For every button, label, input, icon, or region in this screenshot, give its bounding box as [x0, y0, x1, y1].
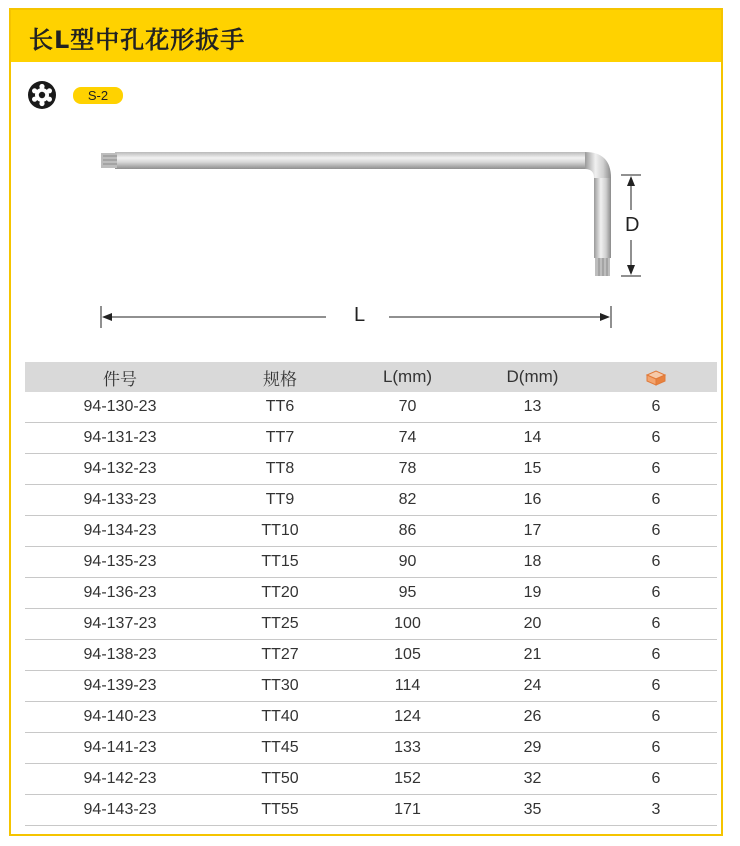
- table-row: [25, 392, 717, 423]
- cell-package-qty: 6: [595, 702, 717, 733]
- cell-length: 78: [345, 454, 470, 485]
- cell-length: 86: [345, 516, 470, 547]
- cell-part-no: 94-133-23: [25, 485, 215, 516]
- cell-part-no: 94-142-23: [25, 764, 215, 795]
- cell-package-qty: 3: [595, 795, 717, 826]
- cell-length: 124: [345, 702, 470, 733]
- cell-part-no: 94-134-23: [25, 516, 215, 547]
- cell-spec: TT55: [215, 795, 345, 826]
- table-row: [25, 733, 717, 764]
- cell-depth: 26: [470, 702, 595, 733]
- page-title: 长L型中孔花形扳手: [29, 26, 246, 54]
- cell-package-qty: 6: [595, 578, 717, 609]
- table-header-row: [25, 362, 717, 392]
- title-bar: [11, 10, 721, 62]
- cell-part-no: 94-141-23: [25, 733, 215, 764]
- col-header-depth: D(mm): [470, 362, 595, 392]
- table-row: [25, 516, 717, 547]
- cell-spec: TT15: [215, 547, 345, 578]
- table-row: [25, 578, 717, 609]
- cell-package-qty: 6: [595, 640, 717, 671]
- table-body: [25, 392, 717, 826]
- table-row: [25, 547, 717, 578]
- col-header-length: L(mm): [345, 362, 470, 392]
- table-row: [25, 671, 717, 702]
- cell-length: 114: [345, 671, 470, 702]
- cell-spec: TT25: [215, 609, 345, 640]
- cell-spec: TT9: [215, 485, 345, 516]
- cell-part-no: 94-135-23: [25, 547, 215, 578]
- cell-depth: 16: [470, 485, 595, 516]
- cell-spec: TT40: [215, 702, 345, 733]
- table-row: [25, 640, 717, 671]
- cell-length: 70: [345, 392, 470, 423]
- material-badge: S-2: [73, 87, 123, 104]
- cell-depth: 13: [470, 392, 595, 423]
- col-header-package: [595, 362, 717, 392]
- table-row: [25, 485, 717, 516]
- cell-spec: TT20: [215, 578, 345, 609]
- cell-part-no: 94-137-23: [25, 609, 215, 640]
- cell-spec: TT30: [215, 671, 345, 702]
- cell-part-no: 94-139-23: [25, 671, 215, 702]
- cell-length: 171: [345, 795, 470, 826]
- cell-part-no: 94-140-23: [25, 702, 215, 733]
- cell-length: 152: [345, 764, 470, 795]
- cell-length: 105: [345, 640, 470, 671]
- table-row: [25, 764, 717, 795]
- cell-length: 90: [345, 547, 470, 578]
- cell-spec: TT7: [215, 423, 345, 454]
- cell-package-qty: 6: [595, 609, 717, 640]
- cell-length: 74: [345, 423, 470, 454]
- cell-spec: TT10: [215, 516, 345, 547]
- cell-part-no: 94-138-23: [25, 640, 215, 671]
- cell-depth: 35: [470, 795, 595, 826]
- cell-spec: TT8: [215, 454, 345, 485]
- wrench-illustration: [11, 140, 725, 340]
- cell-depth: 32: [470, 764, 595, 795]
- cell-depth: 19: [470, 578, 595, 609]
- col-header-part-no: 件号: [25, 362, 215, 392]
- cell-depth: 24: [470, 671, 595, 702]
- cell-part-no: 94-136-23: [25, 578, 215, 609]
- cell-length: 100: [345, 609, 470, 640]
- cell-package-qty: 6: [595, 671, 717, 702]
- table-row: [25, 423, 717, 454]
- cell-package-qty: 6: [595, 516, 717, 547]
- length-label: L: [354, 304, 366, 326]
- wrench-diagram: [11, 140, 725, 340]
- cell-depth: 17: [470, 516, 595, 547]
- cell-part-no: 94-131-23: [25, 423, 215, 454]
- box-icon: [645, 370, 667, 386]
- depth-label: D: [625, 214, 640, 236]
- cell-package-qty: 6: [595, 733, 717, 764]
- cell-length: 133: [345, 733, 470, 764]
- cell-depth: 18: [470, 547, 595, 578]
- cell-package-qty: 6: [595, 454, 717, 485]
- cell-depth: 29: [470, 733, 595, 764]
- cell-part-no: 94-130-23: [25, 392, 215, 423]
- cell-spec: TT27: [215, 640, 345, 671]
- cell-package-qty: 6: [595, 485, 717, 516]
- table-row: [25, 609, 717, 640]
- cell-depth: 15: [470, 454, 595, 485]
- cell-depth: 20: [470, 609, 595, 640]
- cell-package-qty: 6: [595, 423, 717, 454]
- cell-part-no: 94-143-23: [25, 795, 215, 826]
- torx-icon: [27, 80, 57, 110]
- cell-length: 82: [345, 485, 470, 516]
- cell-package-qty: 6: [595, 392, 717, 423]
- table-row: [25, 454, 717, 485]
- cell-depth: 14: [470, 423, 595, 454]
- table-row: [25, 702, 717, 733]
- cell-package-qty: 6: [595, 547, 717, 578]
- col-header-spec: 规格: [215, 362, 345, 392]
- product-card: [9, 8, 723, 836]
- table-row: [25, 795, 717, 826]
- cell-package-qty: 6: [595, 764, 717, 795]
- cell-depth: 21: [470, 640, 595, 671]
- cell-spec: TT45: [215, 733, 345, 764]
- cell-spec: TT6: [215, 392, 345, 423]
- cell-length: 95: [345, 578, 470, 609]
- cell-part-no: 94-132-23: [25, 454, 215, 485]
- cell-spec: TT50: [215, 764, 345, 795]
- spec-table: [25, 362, 717, 826]
